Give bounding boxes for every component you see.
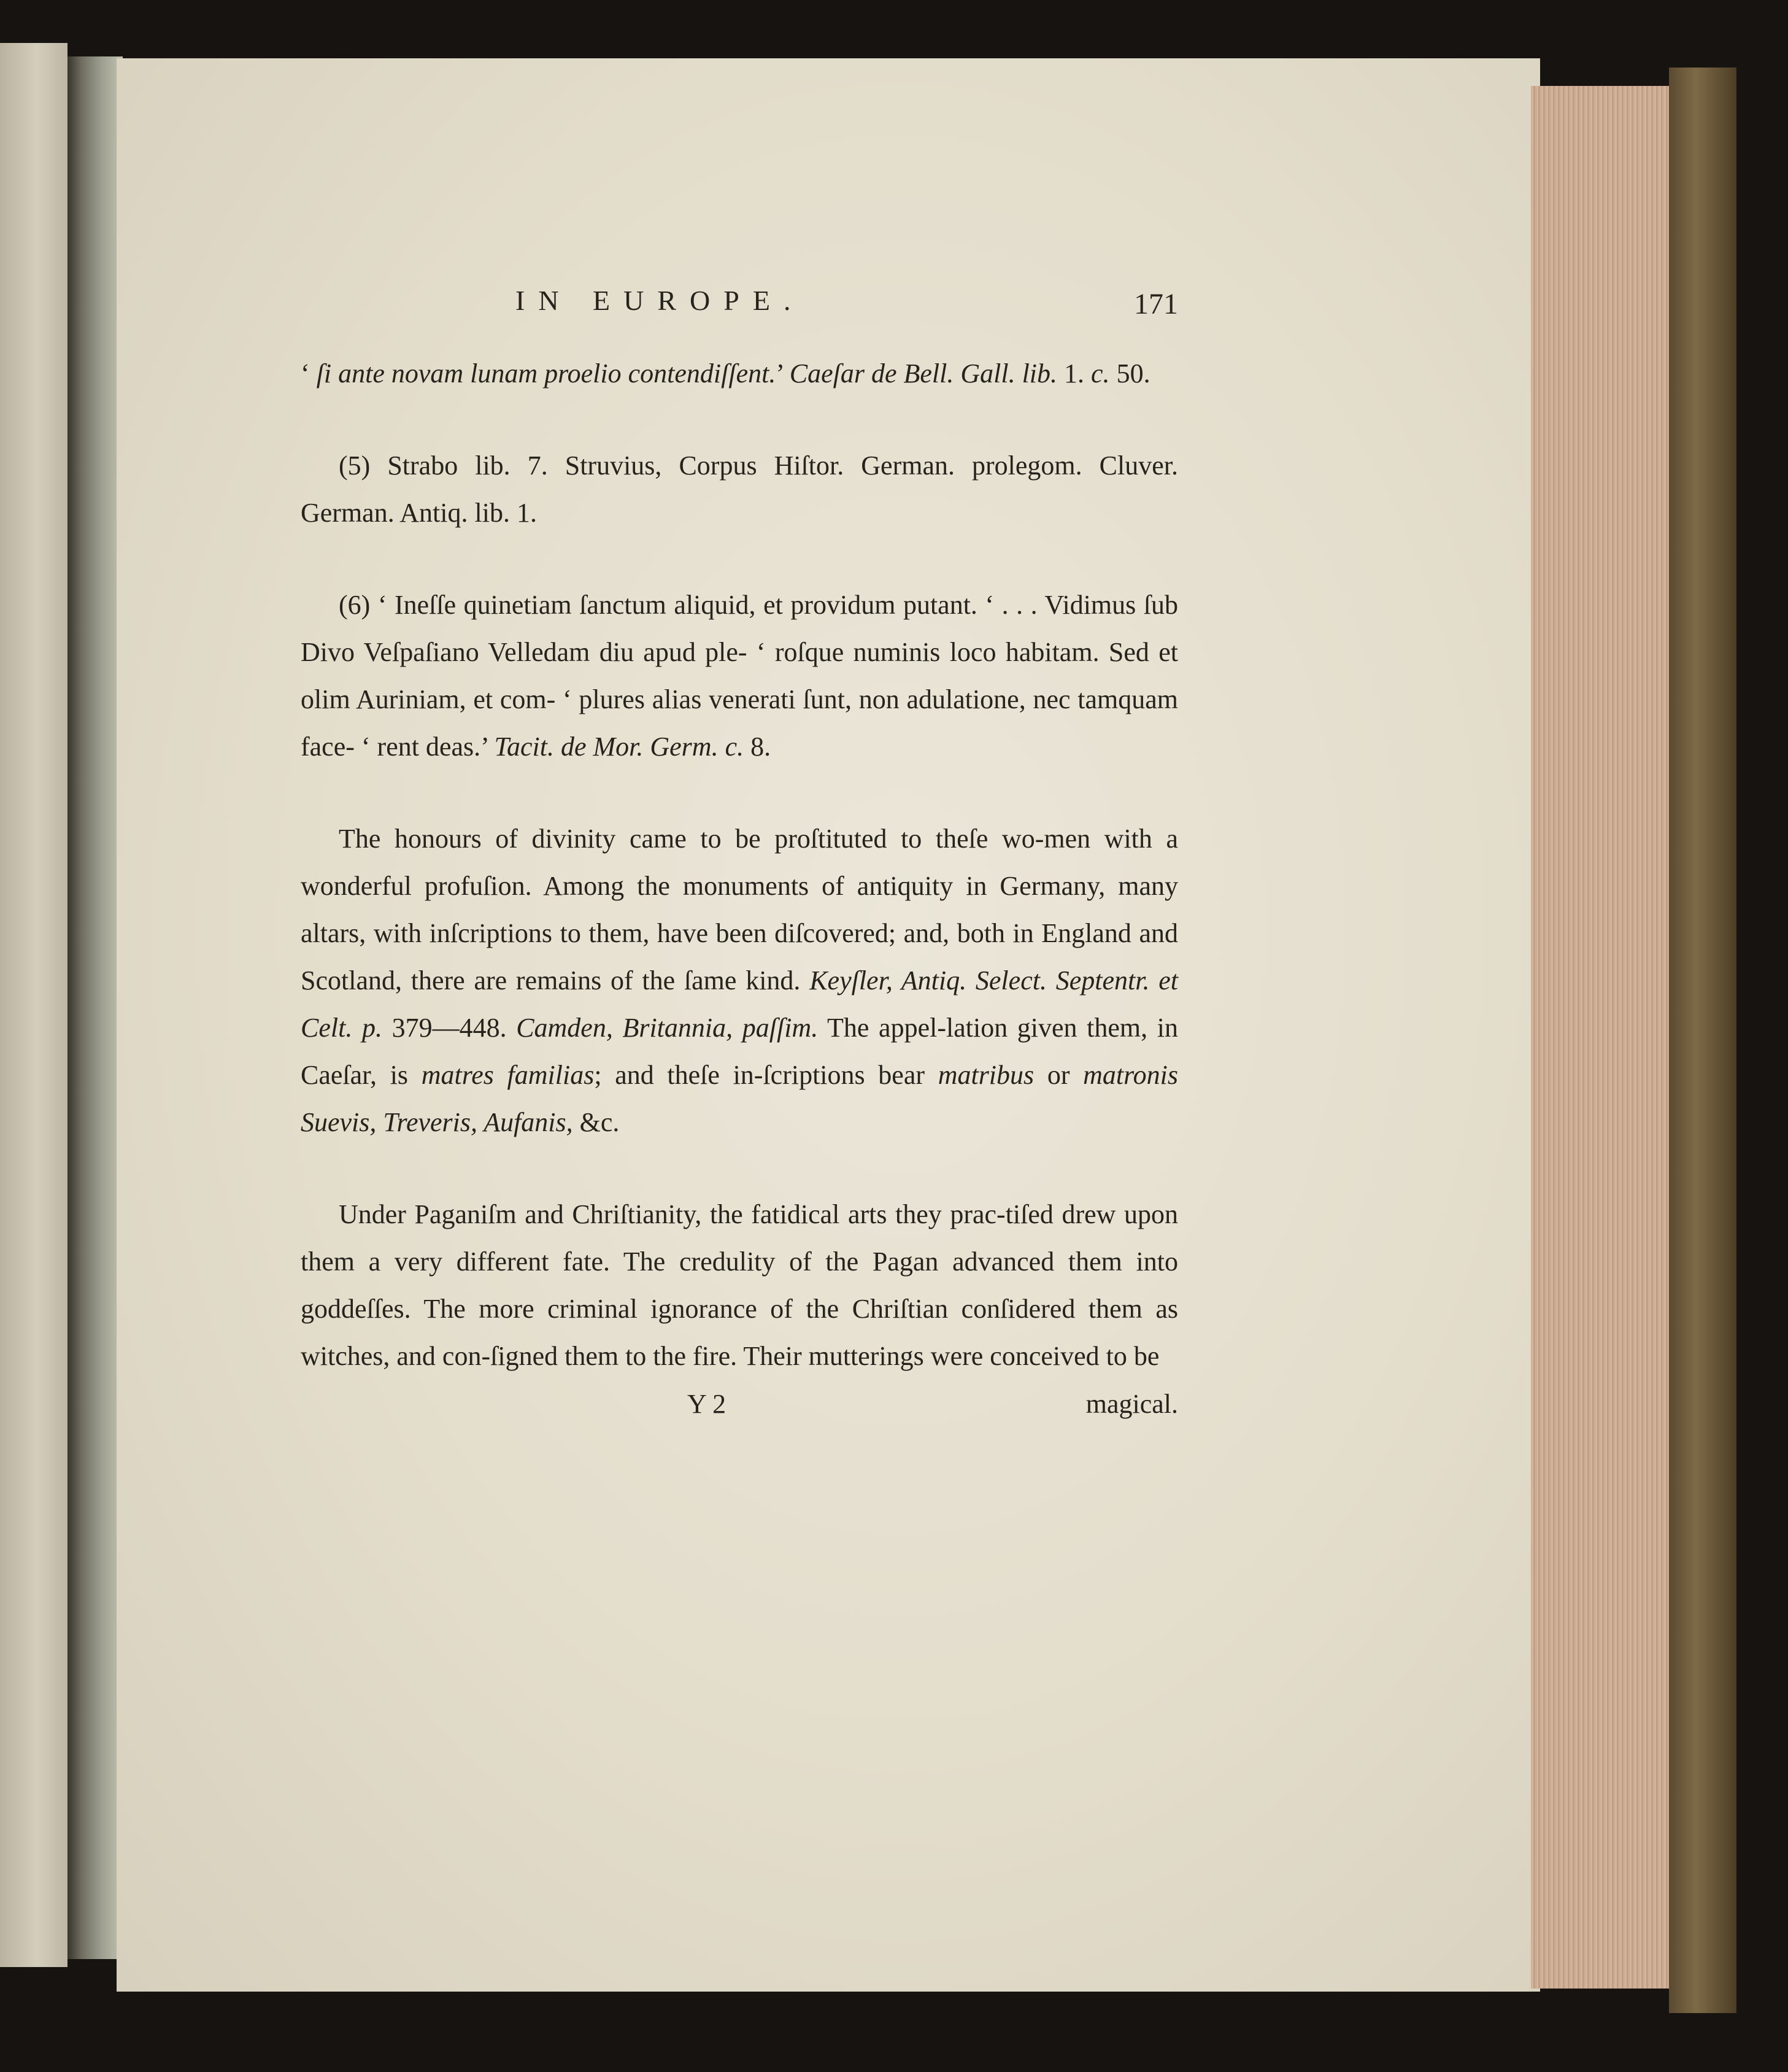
facing-page-edge [0,43,67,1967]
page-number: 171 [1134,288,1178,320]
text-run: 8. [744,732,771,762]
text-run: 50. [1109,358,1150,388]
footnote-6 [301,581,1178,770]
text-run: Under Paganiſm and Chriſtianity, the fatidical arts they prac-tiſed drew upon them a very different fate. The credulity of the Pagan advanced them into goddeſſes. The more criminal ignorance of the Chriſtian conſidered them as witches, and con-ſigned them to the fire. Their mutterings were conceived to be [301,1199,1178,1371]
text-run: &c. [572,1107,620,1137]
page-text [301,282,1178,1429]
page-block-edges [1531,86,1672,1989]
italic-run: Caeſar de Bell. Gall. lib. [789,358,1058,388]
catchword: magical. [1085,1389,1178,1419]
text-run: ; and theſe in-ſcriptions bear [594,1060,938,1090]
footnote-continued [301,350,1178,397]
page-footer [301,1380,1178,1429]
text-run: or [1034,1060,1084,1090]
text-run: ‘ [301,358,317,388]
italic-run: matribus [938,1060,1035,1090]
italic-run: c. [1091,358,1110,388]
text-run: 1. [1057,358,1092,388]
footnote-5 [301,442,1178,536]
cover-board [1669,68,1736,2013]
note-paragraph-paganism [301,1191,1178,1380]
page-header [301,282,1178,350]
binding-gutter [67,56,123,1959]
italic-run: Camden, Britannia, paſſim. [516,1013,819,1043]
text-run: 379—448. [382,1013,517,1043]
text-run: The appel-lation given them, in Caeſar, is [301,1013,1178,1090]
italic-run: Tacit. de Mor. Germ. c. [494,732,744,762]
italic-run: matronis Suevis, Treveris, Aufanis, [301,1060,1178,1137]
italic-run: Keyſler, Antiq. Select. Septentr. et Celt. p. [301,965,1178,1043]
italic-run: matres familias [421,1060,595,1090]
text-run: ’ [776,358,790,388]
signature-mark: Y 2 [687,1389,726,1419]
text-run: (5) Strabo lib. 7. Struvius, Corpus Hiſtor. German. prolegom. Cluver. German. Antiq. lib. 1. [301,450,1178,528]
note-paragraph-honours [301,815,1178,1146]
italic-run: ſi ante novam lunam proelio contendiſſent. [316,358,776,388]
text-run: The honours of divinity came to be proſtituted to theſe wo-men with a wonderful profuſion. Among the monuments of antiquity in Germany, many altars, with inſcriptions to them, have been diſcovered; and, both in England and Scotland, there are remains of the ſame kind. [301,824,1178,995]
running-head: IN EUROPE. [515,285,804,316]
text-run: (6) ‘ Ineſſe quinetiam ſanctum aliquid, et providum putant. ‘ . . . Vidimus ſub Divo Veſpaſiano Velledam diu apud ple- ‘ roſque numinis loco habitam. Sed et olim Auriniam, et com- ‘ plures alias venerati ſunt, non adulatione, nec tamquam face- ‘ rent deas.’ [301,590,1178,762]
